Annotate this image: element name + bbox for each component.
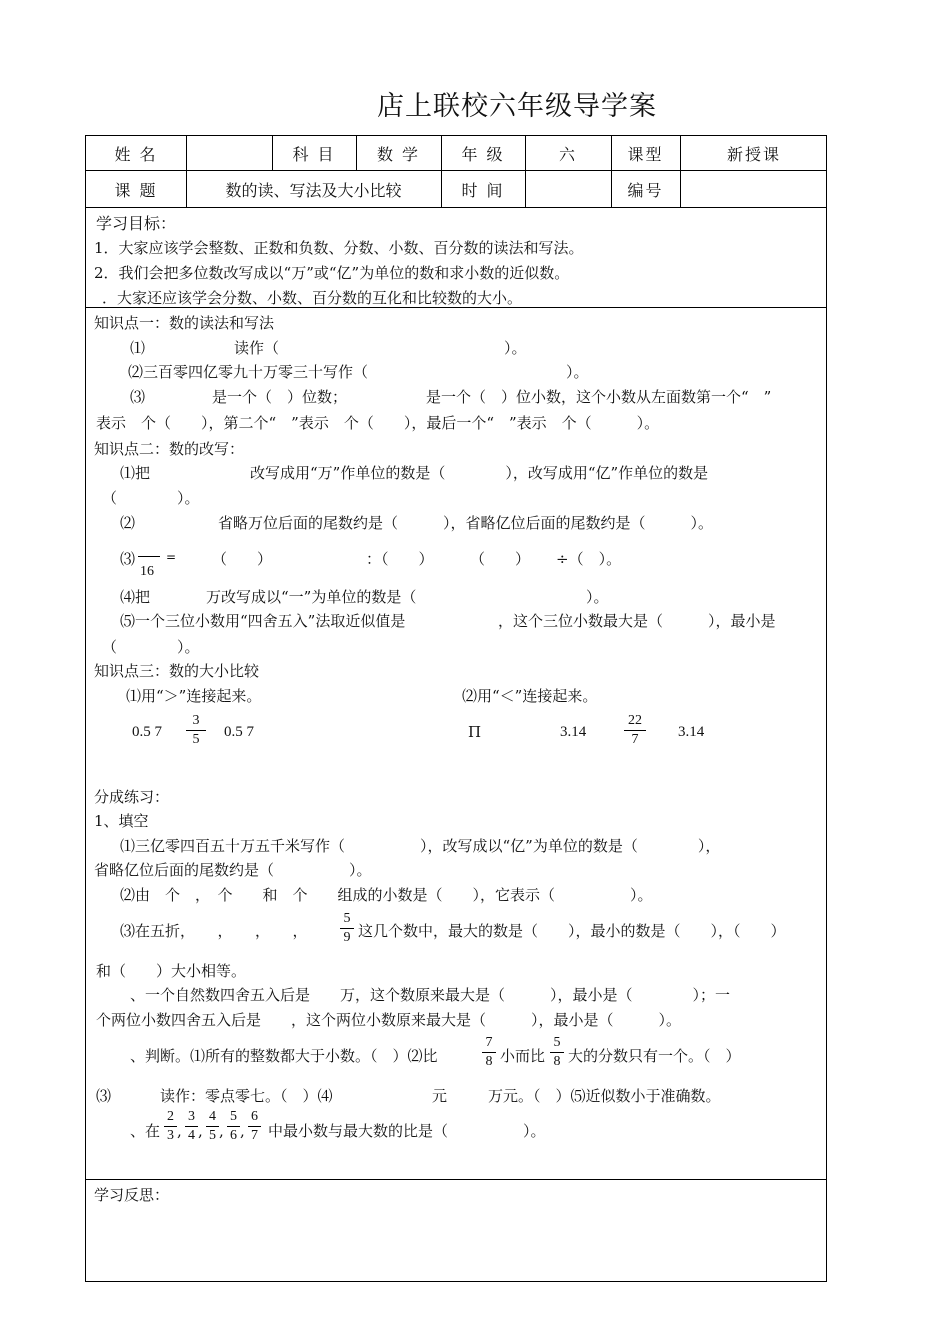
ratio-fraction: 5 6 xyxy=(227,1110,240,1143)
name-label: 姓 名 xyxy=(114,145,158,164)
k2-line3-mark: ⑶ xyxy=(120,550,136,568)
k2-line2: 省略万位后面的尾数约是（ ），省略亿位后面的尾数约是（ ）。 xyxy=(218,514,714,532)
k3-pi: Π xyxy=(468,723,482,741)
k2-line3-equals: = xyxy=(166,550,177,564)
goals-heading: 学习目标： xyxy=(96,214,177,233)
k1-line2-end: ）。 xyxy=(566,363,589,381)
comma-separator: , xyxy=(177,1122,182,1140)
k3-fraction-1: 3 5 xyxy=(186,714,206,747)
practice-q3-a: ⑶在五折， ， ， ， xyxy=(120,922,308,940)
practice-q4-a: 、一个自然数四舍五入后是 万，这个数原来最大是（ ），最小是（ ）；一 xyxy=(130,986,731,1004)
k1-line3-a: 是一个（ ）位数； xyxy=(212,388,348,406)
judge-fraction-1: 7 8 xyxy=(482,1036,496,1069)
k2-line5-c: （ ）。 xyxy=(102,638,200,656)
practice-q3-b: 这几个数中，最大的数是（ ），最小的数是（ ），（ ） xyxy=(358,922,786,940)
practice-q2: ⑵由 个 ， 个 和 个 组成的小数是（ ），它表示（ ）。 xyxy=(120,886,653,904)
judge-line-b: 小而比 xyxy=(500,1047,546,1065)
k1-line2: ⑵三百零四亿零九十万零三十写作（ xyxy=(128,363,369,381)
k2-line5-a: ⑸一个三位小数用“四舍五入”法取近似值是 xyxy=(120,612,406,630)
lesson-type-value: 新授课 xyxy=(726,145,781,164)
k2-line2-mark: ⑵ xyxy=(120,514,136,532)
k3-less-instruction: ⑵用“＜”连接起来。 xyxy=(462,687,598,705)
time-label: 时 间 xyxy=(461,181,505,200)
worksheet-table xyxy=(85,135,827,1282)
k3-value-1: 0.5 7 xyxy=(132,724,162,740)
k1-line1-end: ）。 xyxy=(504,339,527,357)
comma-separator: , xyxy=(198,1122,203,1140)
k2-line3-b: （ ） xyxy=(212,550,273,568)
k2-line1-a: ⑴把 xyxy=(120,464,151,482)
reflection-heading: 学习反思： xyxy=(94,1186,170,1204)
k3-fraction-2: 22 7 xyxy=(624,714,646,747)
judge-line-c: 大的分数只有一个。（ ） xyxy=(568,1047,741,1065)
number-label: 编号 xyxy=(627,181,664,200)
practice-q3-fraction: 5 9 xyxy=(340,912,354,945)
page-title: 店上联校六年级导学案 xyxy=(377,91,657,122)
comma-separator: , xyxy=(240,1122,245,1140)
grade-value: 六 xyxy=(558,145,577,164)
k3-greater-instruction: ⑴用“＞”连接起来。 xyxy=(126,687,262,705)
judge-fraction-2: 5 8 xyxy=(550,1036,564,1069)
k3-value-3: 3.14 xyxy=(560,724,587,740)
practice-q1-b: 省略亿位后面的尾数约是（ ）。 xyxy=(94,861,372,879)
k3-heading: 知识点三：数的大小比较 xyxy=(94,662,260,680)
topic-value: 数的读、写法及大小比较 xyxy=(225,181,402,200)
k2-line5-b: ，这个三位小数最大是（ ），最小是 xyxy=(498,612,776,630)
k2-line3-e: ÷（ ）。 xyxy=(556,550,622,568)
ratio-fraction: 2 3 xyxy=(164,1110,177,1143)
judge-line2-mark: ⑶ xyxy=(96,1087,112,1105)
judge-line2-b: 元 xyxy=(432,1087,448,1105)
lesson-type-label: 课型 xyxy=(627,145,664,164)
practice-fill-heading: 1、填空 xyxy=(94,812,149,830)
k2-heading: 知识点二：数的改写： xyxy=(94,440,245,458)
topic-label: 课 题 xyxy=(114,181,158,200)
judge-line2-c: 万元。（ ）⑸近似数小于准确数。 xyxy=(488,1087,721,1105)
goal-item: ．大家还应该学会分数、小数、百分数的互化和比较数的大小。 xyxy=(102,289,523,307)
practice-q1-a: ⑴三亿零四百五十万五千米写作（ ），改写成以“亿”为单位的数是（ ）， xyxy=(120,837,721,855)
k2-line4-a: ⑷把 xyxy=(120,588,151,606)
k2-line1-c: （ ）。 xyxy=(102,489,200,507)
ratio-fraction: 4 5 xyxy=(206,1110,219,1143)
k1-heading: 知识点一：数的读法和写法 xyxy=(94,314,275,332)
subject-value: 数 学 xyxy=(376,145,421,164)
subject-label: 科 目 xyxy=(292,145,336,164)
ratio-fraction: 6 7 xyxy=(248,1110,261,1143)
goal-item: 1．大家应该学会整数、正数和负数、分数、小数、百分数的读法和写法。 xyxy=(94,239,584,257)
k1-line4: 表示 个（ ），第二个“ ”表示 个（ ），最后一个“ ”表示 个（ ）。 xyxy=(96,414,660,432)
grade-label: 年 级 xyxy=(461,145,505,164)
fraction-bar xyxy=(138,556,160,557)
k2-line4-end: ）。 xyxy=(586,588,609,606)
practice-q4-b: 个两位小数四舍五入后是 ，这个两位小数原来最大是（ ），最小是（ ）。 xyxy=(96,1011,682,1029)
k1-line3-mark: ⑶ xyxy=(130,388,146,406)
k2-line4-b: 万改写成以“一”为单位的数是（ xyxy=(206,588,417,606)
judge-line-a: 、判断。⑴所有的整数都大于小数。（ ）⑵比 xyxy=(130,1047,438,1065)
practice-heading: 分成练习： xyxy=(94,788,170,806)
k1-line1-mark: ⑴ xyxy=(130,339,146,357)
judge-line2-a: 读作：零点零七。（ ）⑷ xyxy=(160,1087,333,1105)
goal-item: 2．我们会把多位数改写成以“万”或“亿”为单位的数和求小数的近似数。 xyxy=(94,264,570,282)
ratio-fraction: 3 4 xyxy=(185,1110,198,1143)
k1-line1-prompt: 读作（ xyxy=(234,339,280,357)
k1-line3-b: 是一个（ ）位小数，这个小数从左面数第一个“ ” xyxy=(426,388,772,406)
ratio-line-a: 、在 xyxy=(130,1122,161,1140)
k2-line1-b: 改写成用“万”作单位的数是（ ），改写成用“亿”作单位的数是 xyxy=(250,464,709,482)
k3-value-4: 3.14 xyxy=(678,724,705,740)
k3-value-2: 0.5 7 xyxy=(224,724,254,740)
k2-line3-d: （ ） xyxy=(470,550,531,568)
comma-separator: , xyxy=(219,1122,224,1140)
ratio-line-b: 中最小数与最大数的比是（ ）。 xyxy=(268,1122,546,1140)
k2-line3-c: ：（ ） xyxy=(366,550,434,568)
practice-q3-c: 和（ ）大小相等。 xyxy=(96,962,247,980)
k2-line3-denominator: 16 xyxy=(140,564,154,579)
